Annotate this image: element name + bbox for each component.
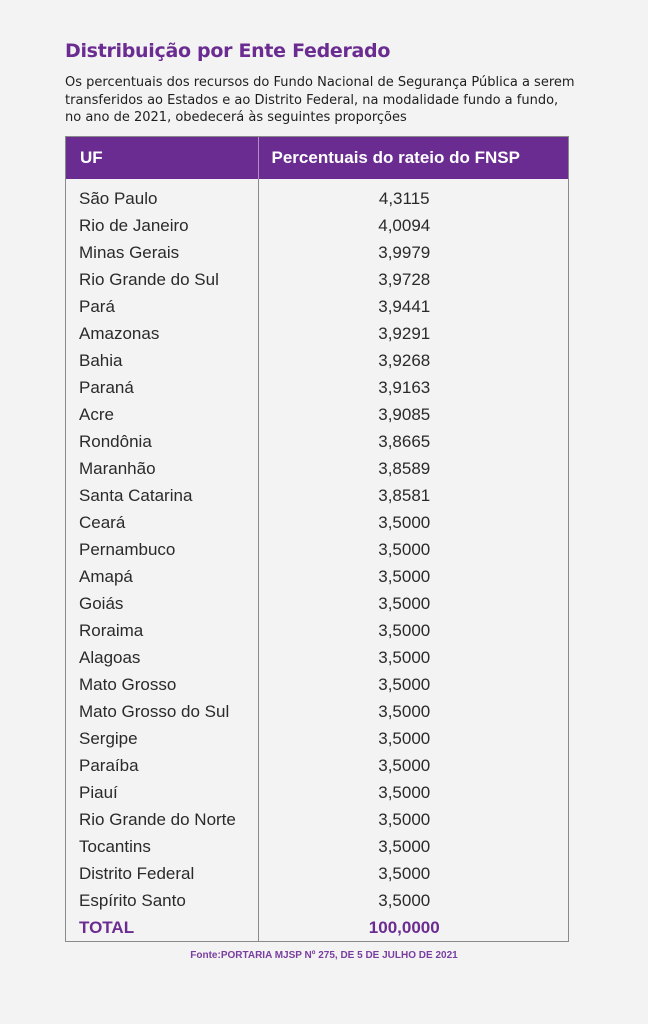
cell-percent: 3,5000 xyxy=(258,671,568,698)
column-header-uf: UF xyxy=(66,137,258,179)
cell-percent: 3,9728 xyxy=(258,266,568,293)
cell-uf: Sergipe xyxy=(79,728,138,748)
total-row xyxy=(66,914,568,941)
cell-percent: 4,0094 xyxy=(258,212,568,239)
intro-paragraph: Os percentuais dos recursos do Fundo Nacional de Segurança Pública a serem transferidos ao Estados e ao Distrito Federal, na modalidade fundo a fundo, no ano de 2021, obedecerá às seguintes proporções xyxy=(65,75,575,125)
cell-uf: Ceará xyxy=(79,512,126,532)
source-note: Fonte:PORTARIA MJSP Nº 275, DE 5 DE JULHO DE 2021 xyxy=(190,950,458,961)
page-title: Distribuição por Ente Federado xyxy=(65,40,391,62)
cell-percent: 3,8665 xyxy=(258,428,568,455)
table-row xyxy=(66,806,568,833)
cell-percent: 3,8581 xyxy=(258,482,568,509)
table-row xyxy=(66,617,568,644)
cell-uf: Acre xyxy=(79,404,114,424)
table-row xyxy=(66,860,568,887)
table-row xyxy=(66,779,568,806)
cell-uf: Mato Grosso xyxy=(79,674,177,694)
table-body xyxy=(66,179,568,941)
table-row xyxy=(66,752,568,779)
cell-uf: Bahia xyxy=(79,350,123,370)
cell-percent: 3,9268 xyxy=(258,347,568,374)
cell-percent: 3,5000 xyxy=(258,563,568,590)
table-row xyxy=(66,374,568,401)
cell-percent: 3,5000 xyxy=(258,860,568,887)
table-row xyxy=(66,644,568,671)
cell-percent: 3,5000 xyxy=(258,509,568,536)
cell-uf: Amapá xyxy=(79,566,133,586)
cell-percent: 3,5000 xyxy=(258,887,568,914)
cell-uf: Pernambuco xyxy=(79,539,176,559)
table-row xyxy=(66,590,568,617)
cell-percent: 4,3115 xyxy=(258,179,568,212)
total-label: TOTAL xyxy=(79,917,135,937)
cell-uf: Minas Gerais xyxy=(79,242,180,262)
cell-percent: 3,5000 xyxy=(258,617,568,644)
table-row xyxy=(66,482,568,509)
cell-percent: 3,5000 xyxy=(258,644,568,671)
cell-uf: São Paulo xyxy=(79,188,158,208)
cell-percent: 3,5000 xyxy=(258,752,568,779)
cell-percent: 3,9441 xyxy=(258,293,568,320)
table-row xyxy=(66,887,568,914)
column-header-percent: Percentuais do rateio do FNSP xyxy=(258,137,568,179)
cell-percent: 3,5000 xyxy=(258,698,568,725)
table-row xyxy=(66,833,568,860)
cell-percent: 3,5000 xyxy=(258,590,568,617)
cell-percent: 3,9163 xyxy=(258,374,568,401)
table-row xyxy=(66,536,568,563)
table-row xyxy=(66,266,568,293)
table-row xyxy=(66,401,568,428)
cell-uf: Distrito Federal xyxy=(79,863,195,883)
cell-percent: 3,5000 xyxy=(258,725,568,752)
table-row xyxy=(66,698,568,725)
total-value: 100,0000 xyxy=(258,914,568,941)
cell-percent: 3,5000 xyxy=(258,833,568,860)
cell-percent: 3,9085 xyxy=(258,401,568,428)
cell-uf: Tocantins xyxy=(79,836,151,856)
table-row xyxy=(66,671,568,698)
table-row xyxy=(66,239,568,266)
cell-uf: Maranhão xyxy=(79,458,156,478)
table-header xyxy=(66,137,568,179)
cell-uf: Alagoas xyxy=(79,647,141,667)
cell-uf: Rio de Janeiro xyxy=(79,215,189,235)
table-row xyxy=(66,455,568,482)
cell-uf: Piauí xyxy=(79,782,118,802)
cell-uf: Rio Grande do Norte xyxy=(79,809,236,829)
table-row xyxy=(66,293,568,320)
table-row xyxy=(66,347,568,374)
table-row xyxy=(66,725,568,752)
cell-uf: Rondônia xyxy=(79,431,152,451)
distribution-table xyxy=(65,136,569,942)
cell-percent: 3,5000 xyxy=(258,806,568,833)
cell-percent: 3,8589 xyxy=(258,455,568,482)
cell-uf: Espírito Santo xyxy=(79,890,186,910)
cell-uf: Pará xyxy=(79,296,115,316)
cell-percent: 3,5000 xyxy=(258,779,568,806)
cell-uf: Amazonas xyxy=(79,323,160,343)
table-row xyxy=(66,212,568,239)
cell-uf: Paraná xyxy=(79,377,134,397)
cell-percent: 3,5000 xyxy=(258,536,568,563)
cell-uf: Roraima xyxy=(79,620,144,640)
cell-uf: Mato Grosso do Sul xyxy=(79,701,230,721)
table-row xyxy=(66,509,568,536)
cell-percent: 3,9291 xyxy=(258,320,568,347)
cell-uf: Santa Catarina xyxy=(79,485,193,505)
table-row xyxy=(66,428,568,455)
cell-percent: 3,9979 xyxy=(258,239,568,266)
table-row xyxy=(66,179,568,212)
cell-uf: Rio Grande do Sul xyxy=(79,269,219,289)
cell-uf: Goiás xyxy=(79,593,124,613)
table-row xyxy=(66,320,568,347)
cell-uf: Paraíba xyxy=(79,755,139,775)
table-row xyxy=(66,563,568,590)
